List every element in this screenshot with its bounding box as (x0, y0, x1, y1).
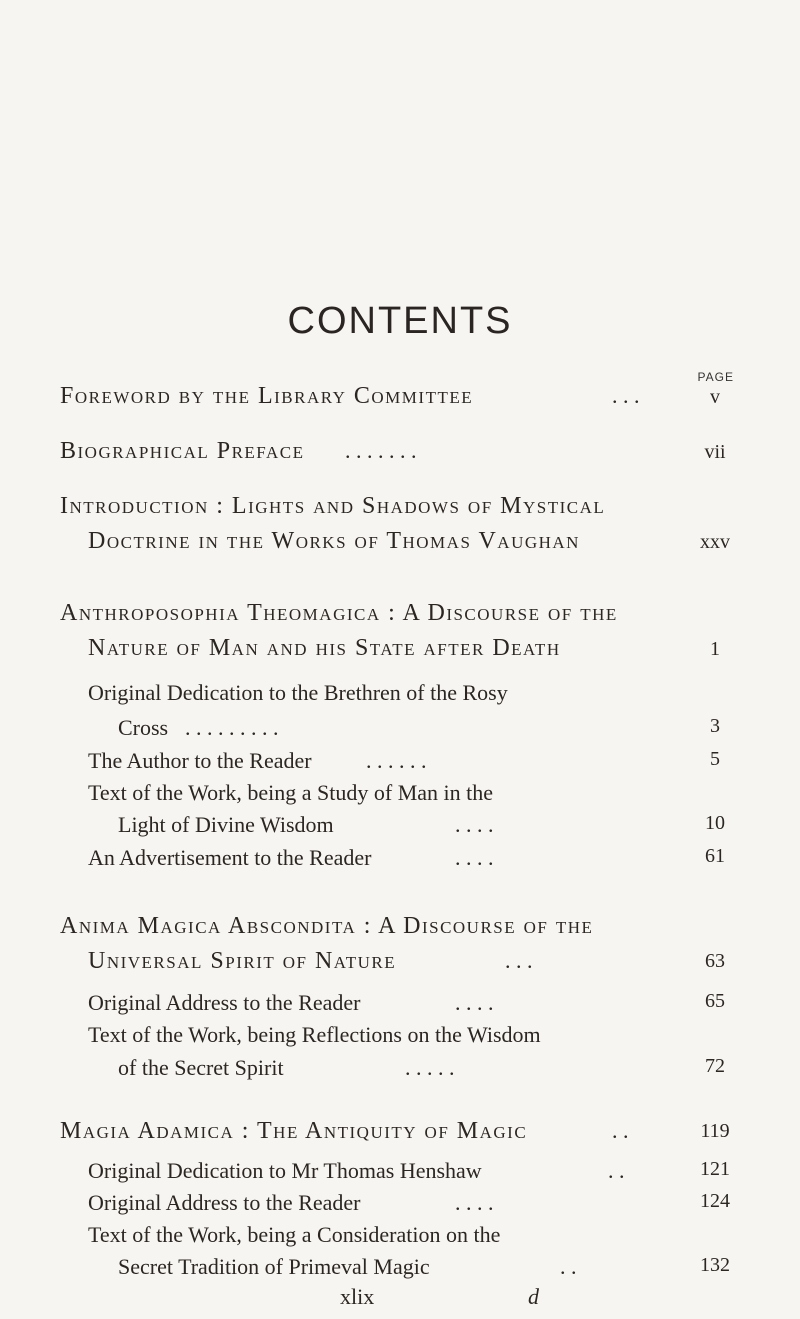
toc-entry-title: Doctrine in the Works of Thomas Vaughan (88, 528, 580, 554)
toc-entry-title: Foreword by the Library Committee (60, 383, 474, 409)
toc-entry-title: Text of the Work, being a Study of Man in the (88, 780, 494, 805)
toc-entry-title: Original Address to the Reader (88, 990, 361, 1015)
toc-page-number: 65 (705, 990, 725, 1012)
toc-page-number: xxv (700, 531, 730, 553)
toc-page-number: 121 (700, 1158, 730, 1180)
toc-entry-title: Light of Divine Wisdom (118, 812, 334, 837)
toc-page-number: 72 (705, 1055, 725, 1077)
toc-entry-title: Cross (118, 715, 169, 740)
toc-entry-title: Magia Adamica : The Antiquity of Magic (60, 1118, 528, 1144)
leader-dots: . . . . (455, 845, 494, 870)
page-column-label: PAGE (697, 370, 734, 384)
signature-mark: d (528, 1284, 539, 1309)
leader-dots: . . . . . . (366, 748, 427, 773)
toc-entry-title: Original Dedication to the Brethren of the Rosy (88, 680, 508, 705)
leader-dots: . . (608, 1158, 625, 1183)
leader-dots: . . . . (455, 812, 494, 837)
toc-entry-title: Introduction : Lights and Shadows of Mystical (60, 493, 606, 519)
toc-page-number: vii (704, 441, 726, 463)
leader-dots: . . . (505, 948, 533, 973)
leader-dots: . . (612, 1118, 629, 1143)
leader-dots: . . . (612, 383, 640, 408)
toc-entry-title: Original Dedication to Mr Thomas Henshaw (88, 1158, 482, 1183)
page-title: CONTENTS (287, 300, 513, 342)
toc-page-number: 132 (700, 1254, 730, 1276)
toc-entry-title: Universal Spirit of Nature (88, 948, 397, 974)
page-folio: xlix (340, 1284, 375, 1309)
toc-entry-title: The Author to the Reader (88, 748, 312, 773)
toc-entry-title: Text of the Work, being a Consideration on the (88, 1222, 501, 1247)
toc-page-number: 5 (710, 748, 720, 770)
leader-dots: . . . . (455, 990, 494, 1015)
toc-entry-title: Secret Tradition of Primeval Magic (118, 1254, 430, 1279)
toc-page-number: 124 (700, 1190, 730, 1212)
toc-page-number: v (710, 386, 720, 408)
toc-page-number: 61 (705, 845, 725, 867)
toc-entry-title: Nature of Man and his State after Death (88, 635, 561, 661)
toc-page-number: 10 (705, 812, 725, 834)
toc-entry-title: Biographical Preface (60, 438, 305, 464)
toc-entry-title: Text of the Work, being Reflections on the Wisdom (88, 1022, 541, 1047)
toc-entry-title: An Advertisement to the Reader (88, 845, 372, 870)
toc-entry-title: Original Address to the Reader (88, 1190, 361, 1215)
toc-page-number: 63 (705, 950, 725, 972)
toc-page-number: 119 (700, 1120, 730, 1142)
toc-page-number: 1 (710, 638, 720, 660)
leader-dots: . . . . . . . (345, 438, 417, 463)
leader-dots: . . . . . (405, 1055, 455, 1080)
toc-entry-title: Anima Magica Abscondita : A Discourse of the (60, 913, 594, 939)
leader-dots: . . (560, 1254, 577, 1279)
toc-entry-title: of the Secret Spirit (118, 1055, 284, 1080)
toc-page-number: 3 (710, 715, 720, 737)
leader-dots: . . . . (455, 1190, 494, 1215)
leader-dots: . . . . . . . . . (185, 715, 279, 740)
toc-entry-title: Anthroposophia Theomagica : A Discourse of the (60, 600, 618, 626)
